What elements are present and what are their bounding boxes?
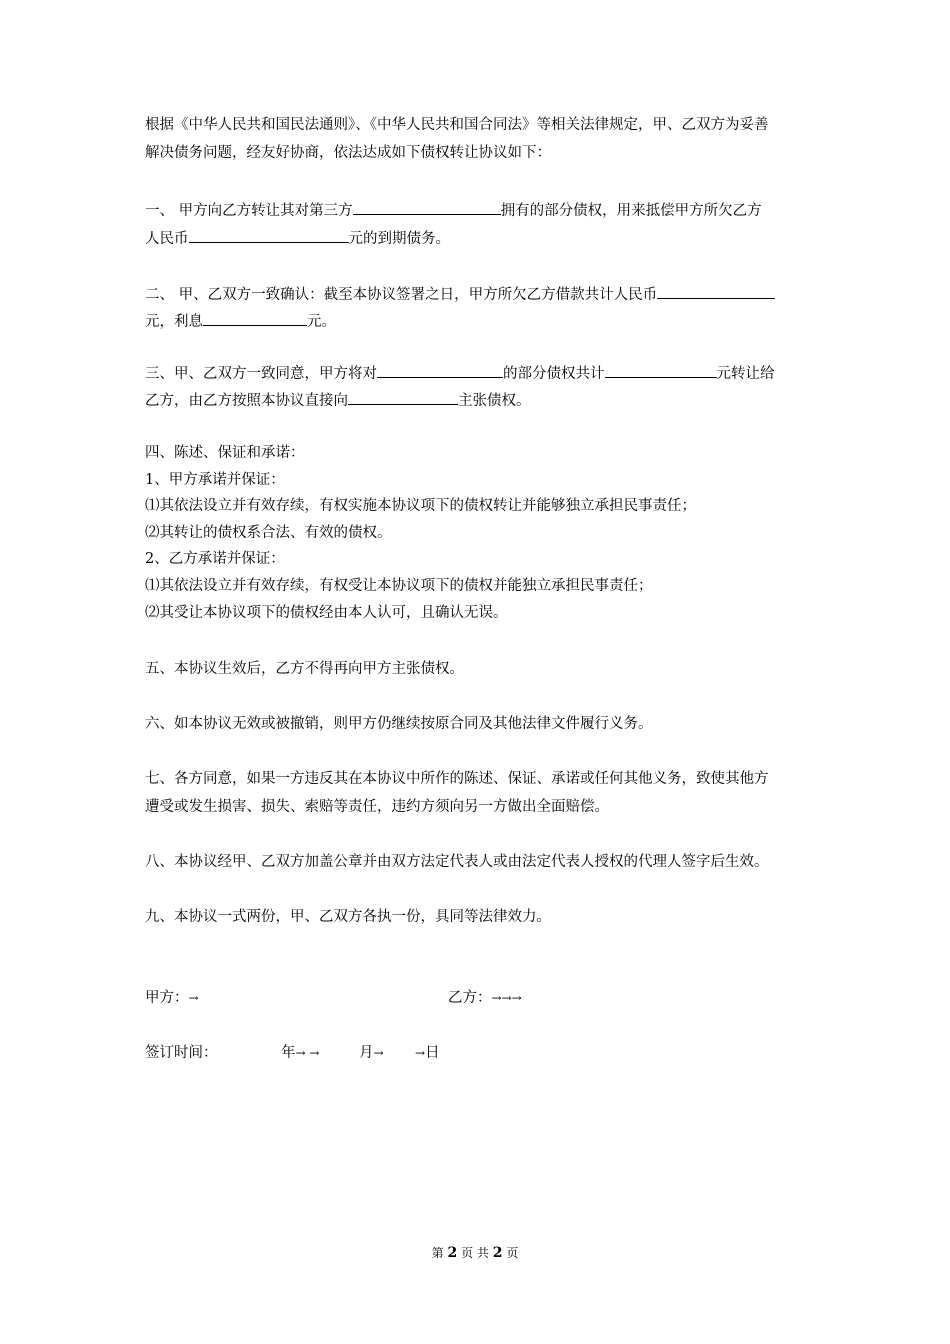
signing-date-day	[415, 1043, 440, 1063]
amount-blank	[189, 228, 349, 243]
clause-3-text-a: 三、甲、乙双方一致同意，甲方将对	[145, 366, 377, 382]
clause-4-sub-1-item-2: ⑵其转让的债权系合法、有效的债权。	[145, 525, 392, 541]
party-b-label: 乙方：	[448, 990, 492, 1006]
intro-line-1: 根据《中华人民共和国民法通则》、《中华人民共和国合同法》等相关法律规定，甲、乙双方为妥善	[145, 117, 769, 133]
clause-4-sub-2: 2、乙方承诺并保证：	[145, 551, 285, 567]
footer-page-suffix: 页	[506, 1246, 519, 1260]
day-tab-marks: →	[415, 1046, 426, 1060]
footer-total-pages: 2	[492, 1245, 503, 1261]
clause-1-line-1	[145, 200, 762, 221]
party-a-tab-marks: →	[188, 991, 199, 1005]
clause-4-title: 四、陈述、保证和承诺：	[145, 445, 305, 461]
year-label: 年	[281, 1045, 296, 1061]
footer-page-prefix: 第	[431, 1246, 444, 1260]
clause-2-text-c: 元。	[307, 314, 336, 330]
clause-1-text-a: 一、 甲方向乙方转让其对第三方	[145, 203, 353, 219]
month-label: 月	[359, 1045, 374, 1061]
party-b-signature	[448, 988, 522, 1008]
clause-9: 九、本协议一式两份，甲、乙双方各执一份，具同等法律效力。	[145, 909, 551, 925]
clause-1-text-b: 拥有的部分债权，用来抵偿甲方所欠乙方	[500, 203, 762, 219]
third-party-blank	[353, 200, 501, 215]
clause-2-text-b: 元，利息	[145, 314, 203, 330]
loan-amount-blank	[657, 284, 775, 299]
footer-current-page: 2	[447, 1245, 458, 1261]
clause-4-sub-2-item-1: ⑴其依法设立并有效存续，有权受让本协议项下的债权并能独立承担民事责任；	[145, 578, 653, 594]
clause-6: 六、如本协议无效或被撤销，则甲方仍继续按原合同及其他法律文件履行义务。	[145, 716, 653, 732]
clause-2-text-a: 二、 甲、乙双方一致确认：截至本协议签署之日，甲方所欠乙方借款共计人民币	[145, 287, 658, 303]
clause-4-sub-1-item-1: ⑴其依法设立并有效存续，有权实施本协议项下的债权转让并能够独立承担民事责任；	[145, 498, 696, 514]
clause-1-text-c: 人民币	[145, 231, 189, 247]
interest-blank	[203, 311, 307, 326]
debtor-blank	[377, 363, 503, 378]
clause-5: 五、本协议生效后，乙方不得再向甲方主张债权。	[145, 661, 464, 677]
intro-line-2: 解决债务问题，经友好协商，依法达成如下债权转让协议如下：	[145, 145, 551, 161]
clause-3-line-2	[145, 390, 531, 411]
party-a-label: 甲方：	[145, 990, 189, 1006]
clause-7-line-2: 遭受或发生损害、损失、索赔等责任，违约方须向另一方做出全面赔偿。	[145, 799, 609, 815]
clause-4-sub-1: 1、甲方承诺并保证：	[145, 472, 285, 488]
clause-1-line-2	[145, 228, 450, 249]
claim-target-blank	[348, 390, 458, 405]
footer-page-middle: 页 共	[461, 1246, 489, 1260]
party-b-tab-marks: →→→	[491, 991, 522, 1005]
clause-2-line-1	[145, 284, 775, 305]
clause-3-text-b: 的部分债权共计	[503, 366, 605, 382]
clause-4-sub-2-item-2: ⑵其受让本协议项下的债权经由本人认可，且确认无误。	[145, 605, 508, 621]
page-footer	[0, 1244, 950, 1261]
party-a-signature	[145, 988, 199, 1008]
clause-8: 八、本协议经甲、乙双方加盖公章并由双方法定代表人或由法定代表人授权的代理人签字后生效。	[145, 854, 769, 870]
clause-2-line-2	[145, 311, 336, 332]
clause-3-line-1	[145, 363, 775, 384]
year-tab-marks: → →	[295, 1046, 320, 1060]
clause-3-text-e: 主张债权。	[458, 393, 531, 409]
transfer-amount-blank	[605, 363, 717, 378]
month-tab-marks: →	[373, 1046, 384, 1060]
clause-7-line-1: 七、各方同意，如果一方违反其在本协议中所作的陈述、保证、承诺或任何其他义务，致使其他方	[145, 771, 769, 787]
clause-3-text-c: 元转让给	[716, 366, 775, 382]
signing-date-label: 签订时间：	[145, 1045, 218, 1061]
day-label: 日	[425, 1045, 440, 1061]
clause-3-text-d: 乙方，由乙方按照本协议直接向	[145, 393, 348, 409]
signing-date-year	[281, 1043, 319, 1063]
clause-1-text-d: 元的到期债务。	[348, 231, 450, 247]
signing-date-month	[359, 1043, 384, 1063]
